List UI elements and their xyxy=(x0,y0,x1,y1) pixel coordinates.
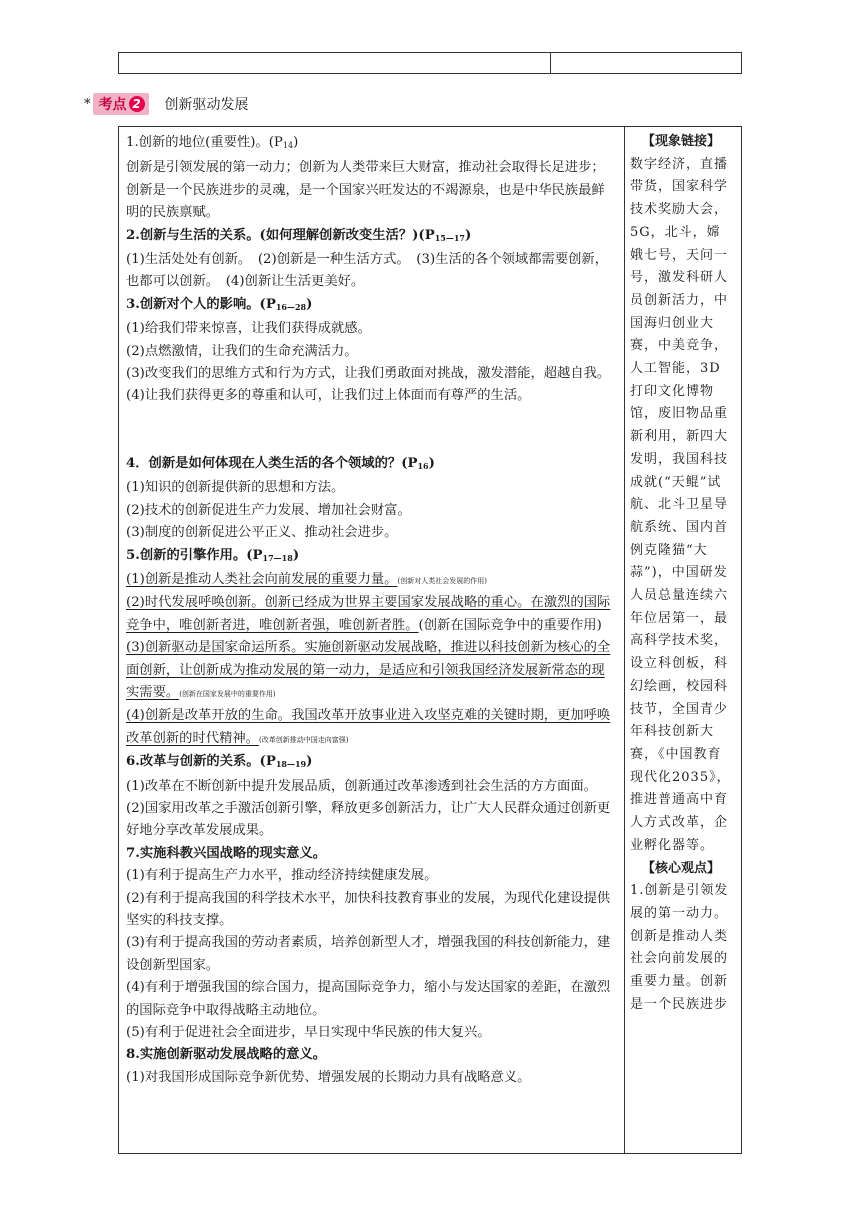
previous-table-row xyxy=(118,52,742,74)
point-7-title: 7.实施科教兴国战略的现实意义。 xyxy=(126,845,327,861)
list-item: (1)创新是推动人类社会向前发展的重要力量。(创新对人类社会发展的作用) xyxy=(126,571,487,587)
list-item: (1)知识的创新提供新的思想和方法。 xyxy=(126,480,345,496)
list-item: (3)有利于提高我国的劳动者素质，培养创新型人才，增强我国的科技创新能力，建设创新型国家。 xyxy=(126,935,611,973)
point-2-title: 2.创新与生活的关系。(如何理解创新改变生活？)$(P_{15—17})$ xyxy=(126,227,472,243)
annotation-note: (创新对人类社会发展的作用) xyxy=(397,576,487,585)
annotation-note: (改革创新推动中国走向富强) xyxy=(258,735,349,744)
core-view-text: 1.创新是引领发展的第一动力。创新是推动人类社会向前发展的重要力量。创新是一个民族进步 xyxy=(630,883,729,1012)
list-item: (4)创新是改革开放的生命。我国改革开放事业进入攻坚克难的关键时期，更加呼唤改革创新的时代精神。(改革创新推动中国走向富强) xyxy=(126,708,611,746)
list-item: (2)有利于提高我国的科学技术水平，加快科技教育事业的发展，为现代化建设提供坚实的科技支撑。 xyxy=(126,890,611,928)
star-mark: * xyxy=(84,96,91,112)
list-item: (3)制度的创新促进公平正义、推动社会进步。 xyxy=(126,525,398,541)
section-heading xyxy=(84,93,249,115)
badge-label: 考点 xyxy=(98,97,127,113)
point-4-title: 4．创新是如何体现在人类生活的各个领域的？$(P_{16})$ xyxy=(126,455,435,471)
knowledge-column xyxy=(119,127,625,1153)
list-item: (3)创新驱动是国家命运所系。实施创新驱动发展战略，推进以科技创新为核心的全面创新，让创新成为推动发展的第一动力，是适应和引领我国经济发展新常态的现实需要。(创新在国家发展中的重要作用) xyxy=(126,640,611,700)
list-item: (4)有利于增强我国的综合国力，提高国际竞争力，缩小与发达国家的差距，在激烈的国际竞争中取得战略主动地位。 xyxy=(126,980,611,1018)
list-item: (5)有利于促进社会全面进步，早日实现中华民族的伟大复兴。 xyxy=(126,1025,491,1041)
phenomenon-link-text: 数字经济，直播带货，国家科学技术奖励大会，5G，北斗，嫦娥七号，天问一号，激发科研人员创新活力，中国海归创业大赛，中美竞争，人工智能，3D打印文化博物馆，废旧物品重新利用，新四大发明，我国科技成就(“天鲲”试航、北斗卫星导航系统、国内首例克隆猫“大蒜”)，中国研发人员总量连续六年位居第一，最高科学技术奖，设立科创板，科幻绘画，校园科技节，全国青少年科技创新大赛，《中国教育现代化2035》，推进普通高中育人方式改革，企业孵化器等。 xyxy=(630,156,731,853)
point-1-body: 创新是引领发展的第一动力；创新为人类带来巨大财富，推动社会取得长足进步；创新是一个民族进步的灵魂，是一个国家兴旺发达的不竭源泉，也是中华民族最鲜明的民族禀赋。 xyxy=(126,160,605,221)
section-title: 创新驱动发展 xyxy=(164,97,249,113)
content-table xyxy=(118,126,742,1154)
exam-point-badge xyxy=(93,93,149,115)
list-item: (2)技术的创新促进生产力发展、增加社会财富。 xyxy=(126,502,411,518)
list-item: (1)给我们带来惊喜，让我们获得成就感。 xyxy=(126,321,371,337)
list-item: (1)有利于提高生产力水平，推动经济持续健康发展。 xyxy=(126,868,438,884)
list-item: (1)对我国形成国际竞争新优势、增强发展的长期动力具有战略意义。 xyxy=(126,1069,531,1085)
annotation-note: (创新在国家发展中的重要作用) xyxy=(179,689,276,698)
point-2-body: (1)生活处处有创新。 (2)创新是一种生活方式。 (3)生活的各个领域都需要创新，也都可以创新。 (4)创新让生活更美好。 xyxy=(126,252,609,290)
phenomenon-link-heading: 【现象链接】 xyxy=(641,134,720,149)
list-item: (2)时代发展呼唤创新。创新已经成为世界主要国家发展战略的重心。在激烈的国际竞争中，唯创新者进，唯创新者强，唯创新者胜。(创新在国际竞争中的重要作用) xyxy=(126,595,611,633)
point-3-title: 3.创新对个人的影响。$(P_{16—28})$ xyxy=(126,296,313,312)
point-8-title: 8.实施创新驱动发展战略的意义。 xyxy=(126,1047,327,1063)
list-item: (4)让我们获得更多的尊重和认可，让我们过上体面而有尊严的生活。 xyxy=(126,388,531,404)
point-5-title: 5.创新的引擎作用。$(P_{17—18})$ xyxy=(126,547,300,563)
table-cell xyxy=(119,53,551,73)
point-6-title: 6.改革与创新的关系。$(P_{18—19})$ xyxy=(126,754,313,770)
core-view-heading: 【核心观点】 xyxy=(641,860,720,876)
list-item: (3)改变我们的思维方式和行为方式，让我们勇敢面对挑战，激发潜能，超越自我。 xyxy=(126,366,611,382)
list-item: (1)改革在不断创新中提升发展品质，创新通过改革渗透到社会生活的方方面面。 xyxy=(126,778,597,794)
list-item: (2)国家用改革之手激活创新引擎，释放更多创新活力，让广大人民群众通过创新更好地分享改革发展成果。 xyxy=(126,800,611,839)
point-1-title: 1.创新的地位(重要性)。$(P_{14})$ xyxy=(126,135,299,150)
side-column xyxy=(624,127,741,1153)
badge-number: 2 xyxy=(129,96,145,112)
annotation-note: (创新在国际竞争中的重要作用) xyxy=(418,617,602,633)
list-item: (2)点燃激情，让我们的生命充满活力。 xyxy=(126,343,358,359)
